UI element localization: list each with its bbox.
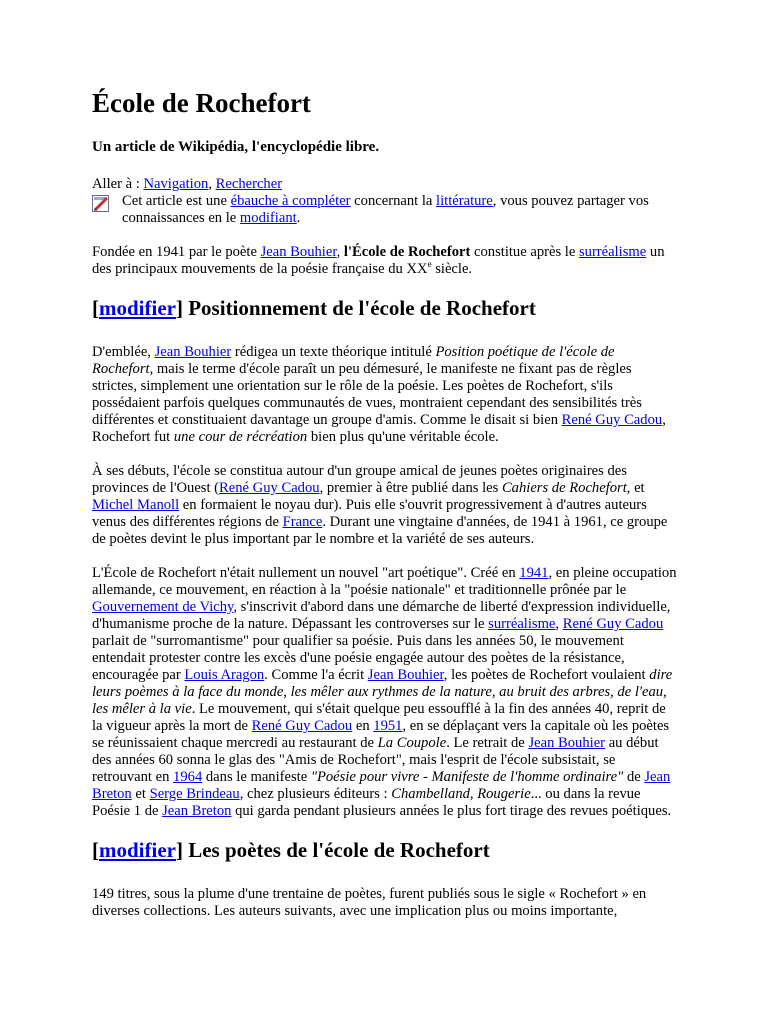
intro-paragraph — [92, 244, 677, 278]
paragraph-positionnement-1 — [92, 344, 677, 446]
link-france[interactable]: France — [282, 514, 323, 530]
link-rene-guy-cadou[interactable]: René Guy Cadou — [251, 718, 353, 734]
paragraph-text: de — [623, 769, 645, 785]
link-michel-manoll[interactable]: Michel Manoll — [92, 497, 180, 513]
italic-title: "Poésie pour vivre - Manifeste de l'homme ordinaire" — [310, 769, 624, 785]
paragraph-text: , en pleine occupation allemande, ce mouvement, en réaction à la "poésie nationale" et traditionnelle prônée par le — [92, 565, 677, 598]
edit-pencil-icon — [92, 195, 116, 227]
italic-title: Position poétique de l'école de Rochefort — [92, 344, 615, 377]
italic-publishers: Chambelland, Rougerie — [391, 786, 531, 802]
italic-quote: une cour de récréation — [173, 429, 308, 445]
stub-link-ebauche[interactable]: ébauche à compléter — [230, 193, 351, 209]
paragraph-text: , — [555, 616, 563, 632]
century-superscript: e — [427, 259, 432, 270]
stub-text-4: . — [296, 210, 301, 226]
paragraph-text: , premier à être publié dans les — [319, 480, 502, 496]
link-jean-breton[interactable]: Jean Breton — [162, 803, 232, 819]
page-title: École de Rochefort — [92, 88, 311, 118]
italic-place: La Coupole — [377, 735, 447, 751]
intro-text: Fondée en 1941 par le poète — [92, 244, 261, 260]
link-surrealisme[interactable]: surréalisme — [578, 244, 647, 260]
paragraph-text: et — [131, 786, 150, 802]
link-rene-guy-cadou[interactable]: René Guy Cadou — [561, 412, 663, 428]
section-heading-poetes — [92, 837, 677, 863]
stub-text-2: concernant la — [350, 193, 437, 209]
stub-link-modifiant[interactable]: modifiant — [239, 210, 297, 226]
stub-text — [122, 193, 677, 227]
intro-text: siècle. — [431, 261, 473, 277]
edit-bracket-close: ] — [175, 296, 183, 320]
paragraph-poetes-1: 149 titres, sous la plume d'une trentaine de poètes, furent publiés sous le sigle « Rochefort » en diverses collections. Les auteurs suivants, avec une implication plus ou moins importante, — [92, 886, 647, 919]
paragraph-text: , et — [626, 480, 645, 496]
link-gouvernement-de-vichy[interactable]: Gouvernement de Vichy — [92, 599, 234, 615]
intro-bold-subject: l'École de Rochefort — [343, 244, 471, 260]
intro-text: un des principaux mouvements de la poésie française du XX — [92, 244, 665, 277]
paragraph-text: ... ou dans la revue Poésie 1 de — [92, 786, 641, 819]
paragraph-text: D'emblée, — [92, 344, 155, 360]
paragraph-text: . Comme l'a écrit — [264, 667, 368, 683]
paragraph-text: . Durant une vingtaine d'années, de 1941 à 1961, ce groupe de poètes devint le plus important par le nombre et la variété de ses auteurs. — [92, 514, 668, 547]
paragraph-text: , les poètes de Rochefort voulaient — [443, 667, 650, 683]
jump-links — [92, 176, 677, 193]
edit-bracket-open: [ — [92, 838, 99, 862]
italic-quote: dire leurs poèmes à la face du monde, les mêler aux rythmes de la nature, au bruit des arbres, de l'eau, les mêler à la vie — [92, 667, 673, 717]
page-subtitle: Un article de Wikipédia, l'encyclopédie libre. — [92, 139, 380, 155]
section-heading-text: Les poètes de l'école de Rochefort — [182, 838, 490, 862]
paragraph-text: L'École de Rochefort n'était nullement un nouvel "art poétique". Créé en — [92, 565, 520, 581]
paragraph-text: qui garda pendant plusieurs années le plus fort tirage des revues poétiques. — [231, 803, 672, 819]
link-jean-bouhier[interactable]: Jean Bouhier — [528, 735, 606, 751]
paragraph-text: en — [352, 718, 374, 734]
paragraph-text: dans le manifeste — [202, 769, 311, 785]
navigation-link[interactable]: Navigation — [143, 176, 209, 192]
paragraph-positionnement-2 — [92, 463, 677, 548]
link-1964[interactable]: 1964 — [173, 769, 203, 785]
link-1951[interactable]: 1951 — [373, 718, 403, 734]
paragraph-text: , Rochefort fut — [92, 412, 666, 445]
stub-notice — [92, 193, 677, 227]
paragraph-text: en formaient le noyau dur). Puis elle s'ouvrit progressivement à d'autres auteurs venus des différentes régions de — [92, 497, 647, 530]
link-1941[interactable]: 1941 — [519, 565, 549, 581]
link-jean-bouhier[interactable]: Jean Bouhier — [367, 667, 444, 683]
intro-text: , — [336, 244, 344, 260]
paragraph-text: , mais le terme d'école paraît un peu démesuré, le manifeste ne fixant pas de règles strictes, simplement une orientation sur le rôle de la poésie. Les poètes de Rochefort, s'ils possédaient parfois quelques communautés de vues, montraient cependant des sensibilités très différentes et constituaient davantage un groupe d'amis. Comme le disait si bien — [92, 361, 642, 428]
paragraph-text: rédigea un texte théorique intitulé — [231, 344, 436, 360]
article-content — [92, 86, 677, 920]
paragraph-text: , s'inscrivit d'abord dans une démarche de liberté d'expression individuelle, d'humanisme proche de la nature. Dépassant les controverses sur le — [92, 599, 671, 632]
stub-text-3: , vous pouvez partager vos connaissances en le — [122, 193, 649, 226]
intro-text: constitue après le — [470, 244, 579, 260]
section-heading-positionnement — [92, 295, 677, 321]
section-heading-text: Positionnement de l'école de Rochefort — [182, 296, 536, 320]
link-louis-aragon[interactable]: Louis Aragon — [184, 667, 265, 683]
paragraph-text: À ses débuts, l'école se constitua autour d'un groupe amical de jeunes poètes originaires des provinces de l'Ouest ( — [92, 463, 627, 496]
paragraph-text: . Le mouvement, qui s'était quelque peu essoufflé à la fin des années 40, reprit de la vigueur après la mort de — [92, 701, 666, 734]
paragraph-text: parlait de "surromantisme" pour qualifier sa poésie. Puis dans les années 50, le mouvement entendait protester contre les excès d'une poésie engagée autour des poètes de la résistance, encouragée par — [92, 633, 625, 683]
link-jean-bouhier[interactable]: Jean Bouhier — [260, 244, 337, 260]
italic-title: Cahiers de Rochefort — [501, 480, 627, 496]
stub-text-1: Cet article est une — [122, 193, 231, 209]
paragraph-text: . Le retrait de — [446, 735, 529, 751]
paragraph-text: , chez plusieurs éditeurs : — [239, 786, 392, 802]
jump-separator: , — [208, 176, 216, 192]
jump-prefix: Aller à : — [92, 176, 144, 192]
paragraph-positionnement-3 — [92, 565, 677, 820]
link-jean-breton[interactable]: Jean Breton — [92, 769, 671, 802]
paragraph-text: au début des années 60 sonna le glas des "Amis de Rochefort", mais l'esprit de l'école subsistait, se retrouvant en — [92, 735, 659, 785]
edit-section-link[interactable]: modifier — [99, 838, 176, 862]
link-rene-guy-cadou[interactable]: René Guy Cadou — [219, 480, 320, 496]
stub-link-litterature[interactable]: littérature — [436, 193, 493, 209]
paragraph-text: bien plus qu'une véritable école. — [307, 429, 499, 445]
edit-bracket-close: ] — [175, 838, 183, 862]
link-serge-brindeau[interactable]: Serge Brindeau — [149, 786, 240, 802]
link-rene-guy-cadou[interactable]: René Guy Cadou — [562, 616, 664, 632]
search-link[interactable]: Rechercher — [215, 176, 283, 192]
edit-bracket-open: [ — [92, 296, 99, 320]
link-jean-bouhier[interactable]: Jean Bouhier — [154, 344, 232, 360]
paragraph-text: , en se déplaçant vers la capitale où les poètes se réunissaient chaque mercredi au restaurant de — [92, 718, 670, 751]
edit-section-link[interactable]: modifier — [99, 296, 176, 320]
link-surrealisme[interactable]: surréalisme — [488, 616, 556, 632]
